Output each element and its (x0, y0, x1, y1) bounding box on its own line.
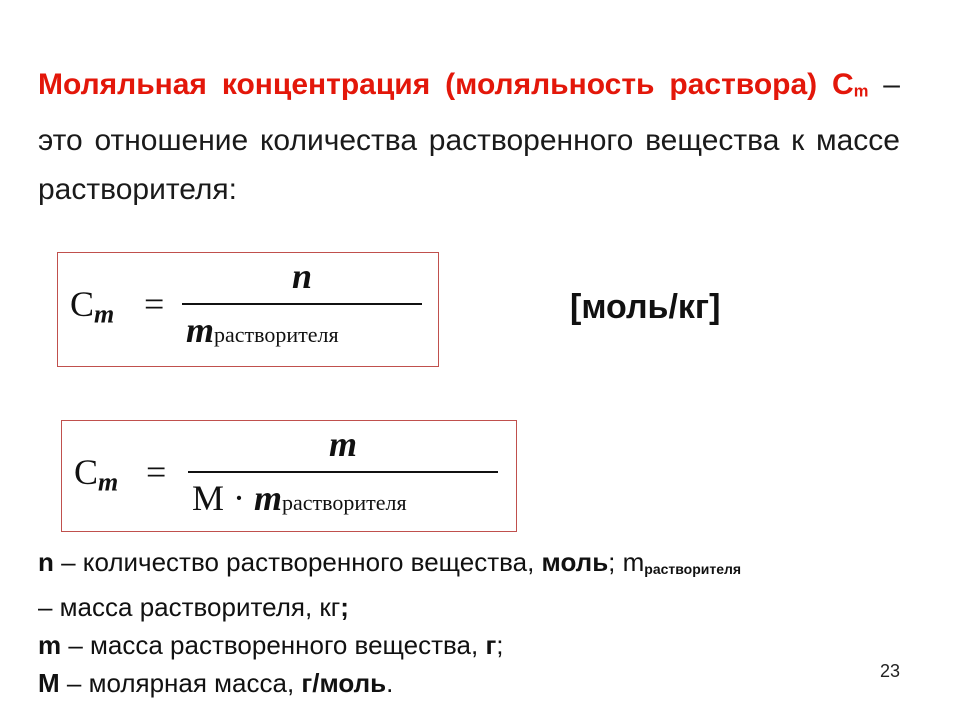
formula2-fraction-bar (188, 471, 498, 473)
formula-box-molality-mass (61, 420, 517, 532)
term-text: Моляльная концентрация (моляльность раствора) С (38, 68, 854, 101)
term-heading (38, 68, 868, 101)
legend-m-text: – масса растворенного вещества, (61, 629, 486, 660)
unit-label: [моль/кг] (570, 288, 721, 326)
formula1-lhs-sub: m (94, 299, 115, 329)
formula1-c: С (70, 284, 95, 324)
legend-M-end: . (386, 667, 394, 698)
legend-line-n (38, 543, 918, 588)
formula1-equals: = (144, 284, 165, 324)
formula2-numerator: m (328, 424, 357, 464)
formula2-den-molar: M · (192, 478, 254, 518)
legend-m-symbol: m (38, 629, 62, 660)
definition-text: – это отношение количества растворенного вещества к массе растворителя: (38, 68, 900, 207)
formula1-fraction-bar (182, 303, 422, 305)
legend-m-solvent-symbol: ; m (608, 547, 645, 577)
formula2-lhs-sub: m (98, 467, 119, 497)
legend-line-m (38, 626, 918, 664)
formula2-den-sub: растворителя (282, 490, 407, 515)
legend-n-unit: моль (541, 547, 609, 577)
legend-solvent-end: ; (340, 591, 349, 622)
legend-solvent-text: – масса растворителя, кг (38, 591, 341, 622)
legend-line-solvent (38, 588, 918, 626)
legend-n-text: – количество растворенного вещества, (53, 547, 542, 577)
definition-paragraph (38, 60, 900, 214)
legend-M-unit: г/моль (301, 667, 387, 698)
formula1-den-sub: растворителя (214, 322, 339, 347)
legend-M-text: – молярная масса, (59, 667, 302, 698)
page-number: 23 (880, 661, 901, 681)
legend-m-end: ; (496, 629, 504, 660)
legend-m-unit: г (485, 629, 497, 660)
legend-M-symbol: M (38, 667, 60, 698)
legend-m-solvent-sub: растворителя (644, 560, 742, 577)
formula-box-molality (57, 252, 439, 367)
formula2-lhs (74, 451, 118, 498)
formula1-numerator: n (291, 256, 313, 296)
formula1-lhs (70, 283, 114, 330)
formula2-denominator (192, 477, 407, 519)
formula2-equals: = (146, 452, 167, 492)
formula1-denominator (186, 309, 339, 351)
legend-n-symbol: n (38, 547, 54, 577)
term-subscript: m (853, 82, 869, 101)
formula2-c: С (74, 452, 99, 492)
formula2-den-var: m (254, 478, 283, 518)
variable-legend (38, 543, 918, 702)
formula1-den-var: m (186, 310, 215, 350)
legend-line-M (38, 664, 918, 702)
